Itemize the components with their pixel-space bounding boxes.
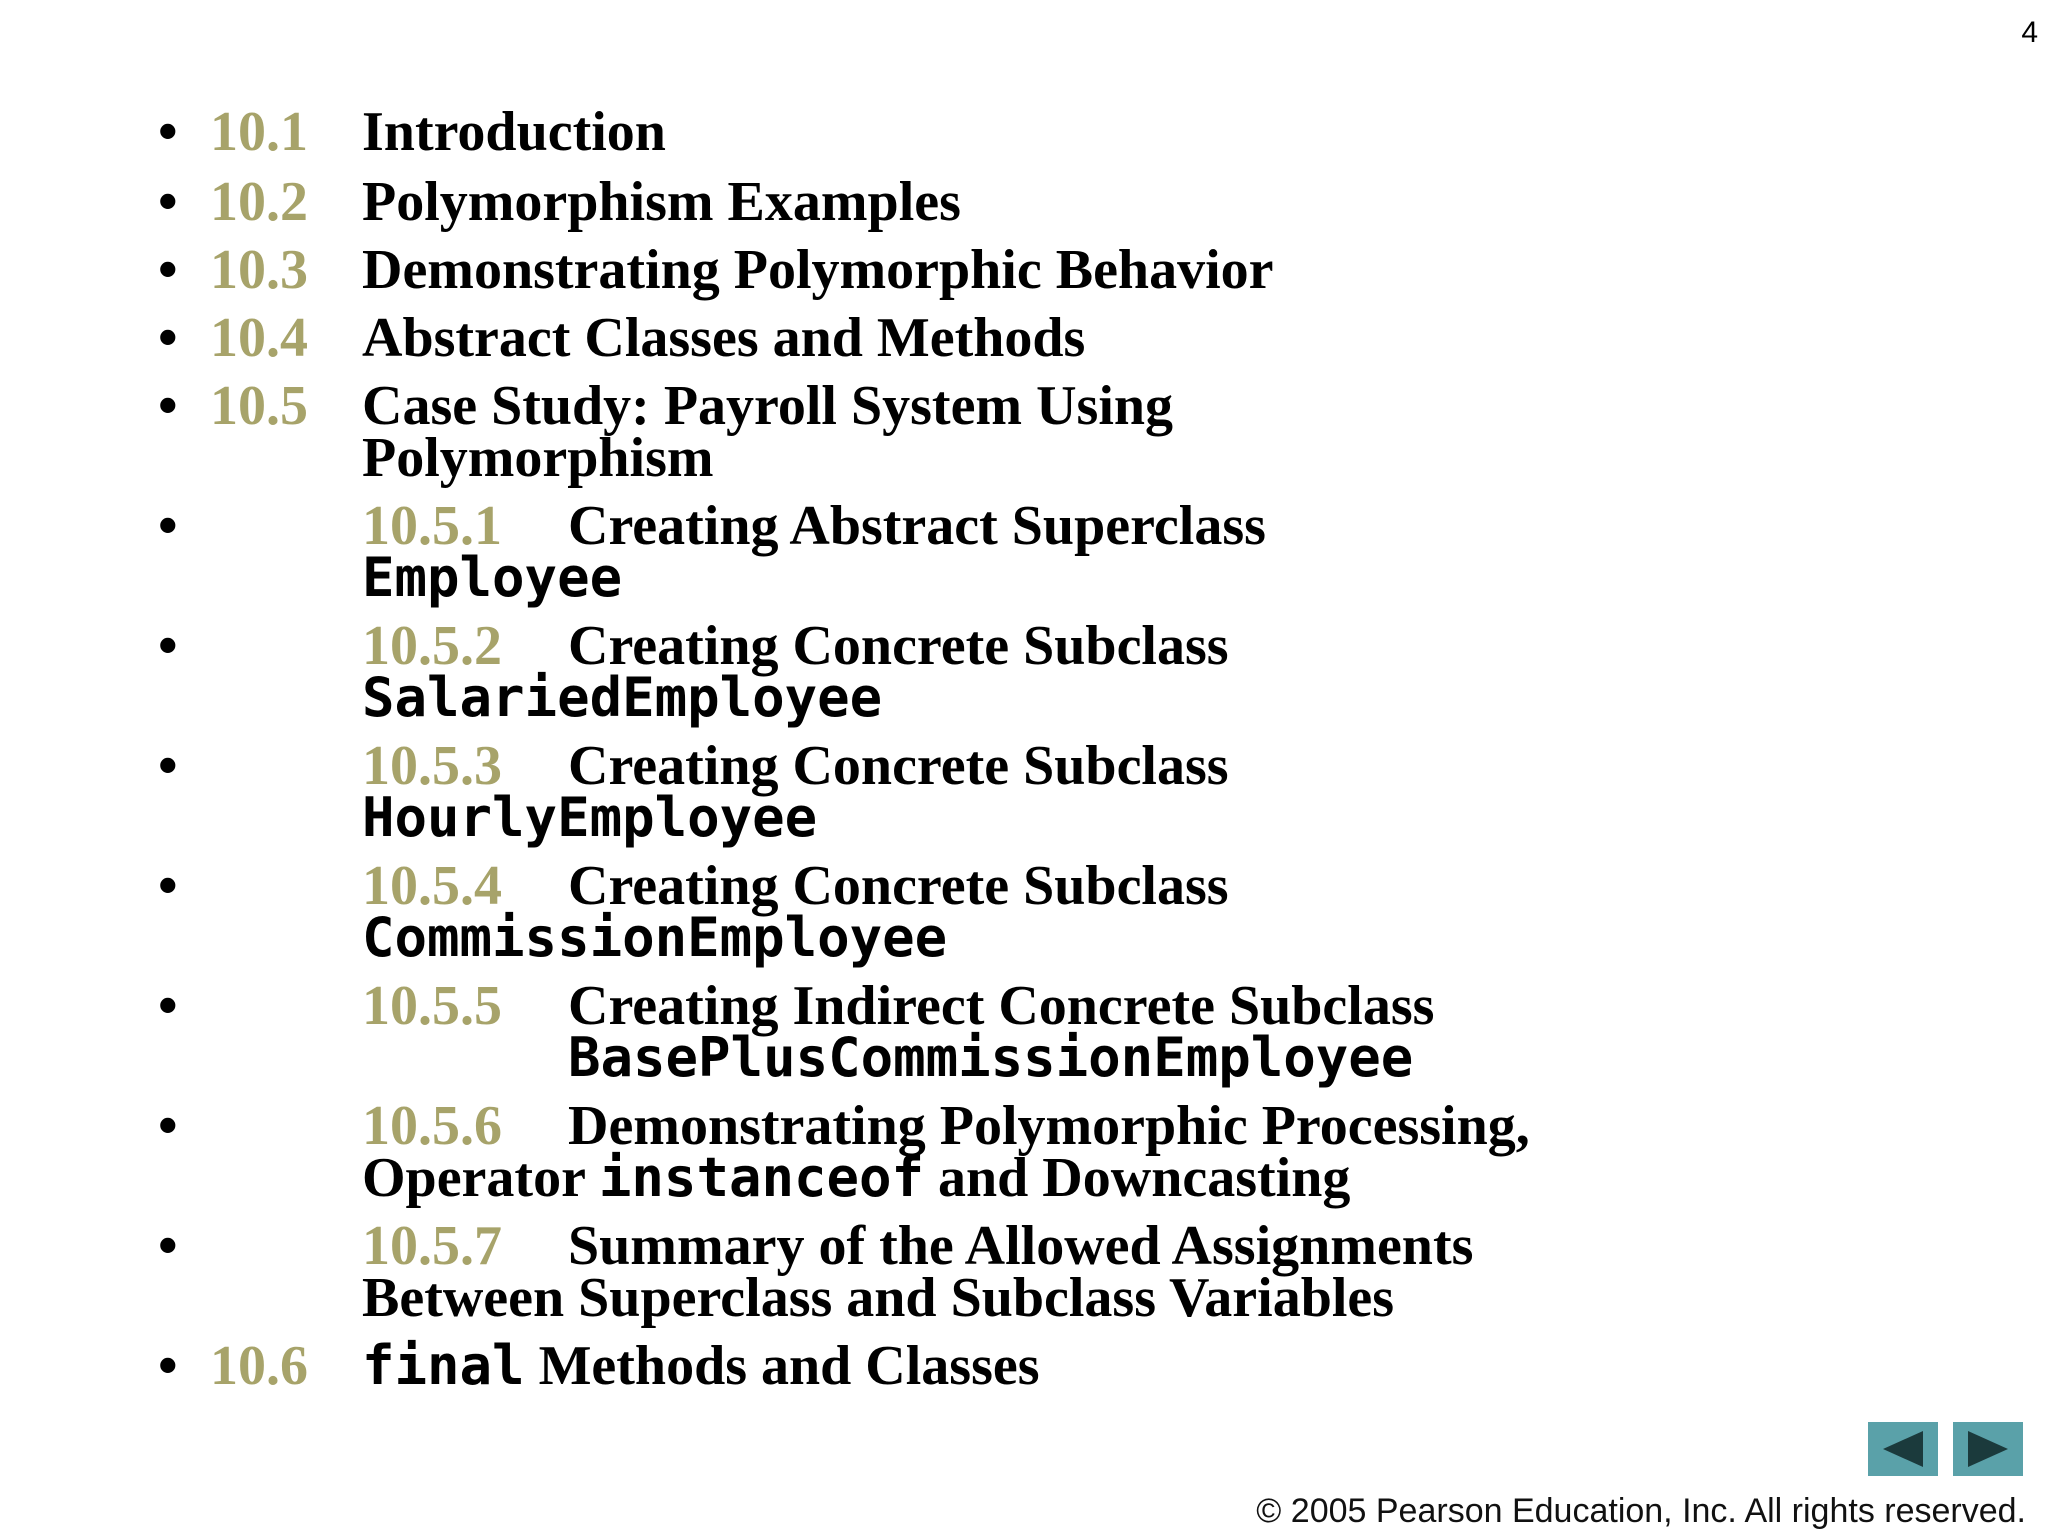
class-name-code: Employee — [362, 546, 623, 609]
subsection-title: Creating Concrete Subclass — [568, 615, 1229, 677]
bullet: • — [158, 375, 178, 437]
class-name-code: CommissionEmployee — [362, 906, 948, 969]
subsection-number: 10.5.1 — [362, 495, 502, 557]
section-title: Introduction — [362, 101, 666, 163]
subsection-title-continued: Between Superclass and Subclass Variables — [362, 1267, 1395, 1329]
bullet: • — [158, 1215, 178, 1277]
bullet: • — [158, 615, 178, 677]
subsection-title: Demonstrating Polymorphic Processing, — [568, 1095, 1530, 1157]
triangle-right-icon — [1964, 1429, 2012, 1469]
bullet: • — [158, 239, 178, 301]
class-name-code: HourlyEmployee — [362, 786, 818, 849]
subsection-number: 10.5.6 — [362, 1095, 502, 1157]
triangle-left-icon — [1879, 1429, 1927, 1469]
subsection-title-continued — [362, 1146, 1351, 1209]
subsection-number: 10.5.5 — [362, 975, 502, 1037]
subsection-title: Creating Concrete Subclass — [568, 735, 1229, 797]
section-number: 10.5 — [210, 375, 308, 437]
class-name-code: SalariedEmployee — [362, 666, 883, 729]
subsection-number: 10.5.4 — [362, 855, 502, 917]
subsection-title: Creating Concrete Subclass — [568, 855, 1229, 917]
section-number: 10.6 — [210, 1335, 308, 1397]
previous-slide-button[interactable] — [1868, 1422, 1938, 1476]
subsection-title: Creating Abstract Superclass — [568, 495, 1266, 557]
subsection-number: 10.5.2 — [362, 615, 502, 677]
title-text: Methods and Classes — [538, 1335, 1040, 1397]
bullet: • — [158, 307, 178, 369]
section-title: Demonstrating Polymorphic Behavior — [362, 239, 1274, 301]
bullet: • — [158, 975, 178, 1037]
subsection-title: Summary of the Allowed Assignments — [568, 1215, 1474, 1277]
section-title: Case Study: Payroll System Using — [362, 375, 1174, 437]
bullet: • — [158, 735, 178, 797]
next-slide-button[interactable] — [1953, 1422, 2023, 1476]
class-name-code: BasePlusCommissionEmployee — [568, 1026, 1414, 1089]
keyword-code: final — [362, 1334, 525, 1397]
keyword-code: instanceof — [598, 1146, 925, 1209]
copyright-notice: © 2005 Pearson Education, Inc. All rights reserved. — [1256, 1492, 2026, 1530]
bullet: • — [158, 855, 178, 917]
section-title-continued: Polymorphism — [362, 427, 714, 489]
section-title — [362, 1334, 1040, 1397]
bullet: • — [158, 101, 178, 163]
subsection-number: 10.5.7 — [362, 1215, 502, 1277]
section-title: Polymorphism Examples — [362, 171, 961, 233]
bullet: • — [158, 1095, 178, 1157]
section-number: 10.4 — [210, 307, 308, 369]
section-number: 10.3 — [210, 239, 308, 301]
bullet: • — [158, 495, 178, 557]
section-title: Abstract Classes and Methods — [362, 307, 1086, 369]
subsection-title: Creating Indirect Concrete Subclass — [568, 975, 1435, 1037]
title-text: and Downcasting — [938, 1147, 1351, 1209]
bullet: • — [158, 1335, 178, 1397]
section-number: 10.1 — [210, 101, 308, 163]
bullet: • — [158, 171, 178, 233]
subsection-number: 10.5.3 — [362, 735, 502, 797]
title-text: Operator — [362, 1147, 585, 1209]
section-number: 10.2 — [210, 171, 308, 233]
page-number: 4 — [2021, 16, 2038, 49]
